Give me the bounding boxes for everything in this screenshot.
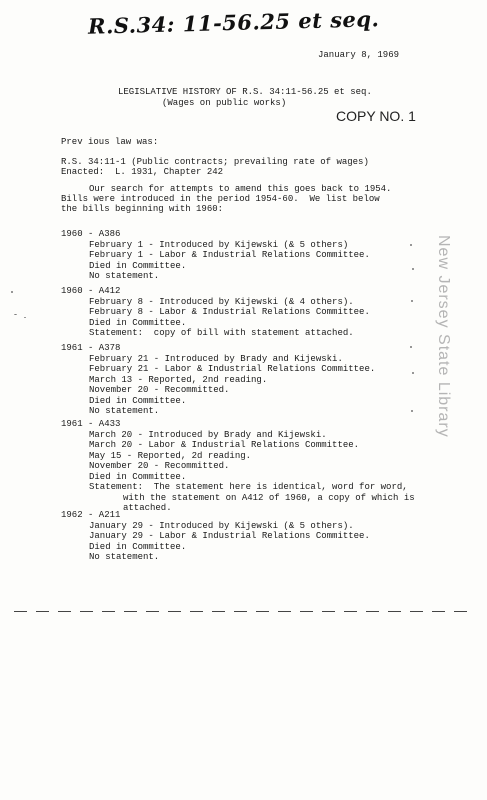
bill-line: February 21 - Introduced by Brady and Kijewski. bbox=[89, 353, 343, 364]
intro-line-3: the bills beginning with 1960: bbox=[61, 204, 224, 214]
scan-speck bbox=[410, 346, 412, 348]
bill-line: Statement: copy of bill with statement attached. bbox=[89, 328, 354, 338]
bill-line: Died in Committee. bbox=[89, 317, 187, 328]
title-line-1: LEGISLATIVE HISTORY OF R.S. 34:11-56.25 et seq. bbox=[118, 87, 372, 97]
bill-heading: 1961 - A378 bbox=[61, 343, 121, 353]
scan-speck bbox=[11, 291, 13, 293]
scan-speck bbox=[412, 268, 414, 270]
bill-line-continuation: with the statement on A412 of 1960, a copy of which is bbox=[123, 492, 415, 503]
scan-speck bbox=[411, 300, 413, 302]
bill-line: Died in Committee. bbox=[89, 471, 187, 482]
bill-line: March 13 - Reported, 2nd reading. bbox=[89, 374, 268, 385]
bill-line: February 21 - Labor & Industrial Relations Committee. bbox=[89, 364, 376, 374]
scan-speck bbox=[410, 244, 412, 246]
bill-line: February 1 - Labor & Industrial Relations Committee. bbox=[89, 250, 370, 260]
copy-number-stamp: COPY NO. 1 bbox=[336, 108, 416, 124]
scan-speck bbox=[411, 410, 413, 412]
bill-line: February 1 - Introduced by Kijewski (& 5 others) bbox=[89, 239, 349, 250]
bill-line: January 29 - Labor & Industrial Relations Committee. bbox=[89, 531, 370, 541]
handwritten-reference: R.S.34: 11-56.25 et seq. bbox=[87, 6, 380, 39]
bill-line: Statement: The statement here is identical, word for word, bbox=[89, 482, 408, 492]
bill-line: Died in Committee. bbox=[89, 541, 187, 552]
bill-entry bbox=[61, 229, 370, 282]
bill-line: November 20 - Recommitted. bbox=[89, 385, 230, 395]
bill-line: Died in Committee. bbox=[89, 395, 187, 406]
dashed-divider bbox=[14, 611, 470, 612]
bill-entry bbox=[61, 286, 370, 339]
bill-line: February 8 - Introduced by Kijewski (& 4 others). bbox=[89, 296, 354, 307]
bill-line: March 20 - Introduced by Brady and Kijewski. bbox=[89, 429, 327, 440]
bill-line: November 20 - Recommitted. bbox=[89, 461, 230, 471]
bill-heading: 1962 - A211 bbox=[61, 510, 121, 520]
bill-line: March 20 - Labor & Industrial Relations Committee. bbox=[89, 440, 360, 450]
previous-law-label: Prev ious law was: bbox=[61, 137, 159, 147]
bill-line: May 15 - Reported, 2d reading. bbox=[89, 450, 252, 461]
scan-speck bbox=[24, 317, 26, 318]
title-line-2: (Wages on public works) bbox=[162, 98, 287, 108]
bill-line: February 8 - Labor & Industrial Relations Committee. bbox=[89, 307, 370, 317]
library-margin-stamp: New Jersey State Library bbox=[435, 235, 452, 438]
bill-heading: 1960 - A386 bbox=[61, 229, 121, 239]
bill-heading: 1960 - A412 bbox=[61, 286, 121, 296]
document-date: January 8, 1969 bbox=[318, 50, 400, 60]
scan-speck bbox=[14, 314, 17, 315]
bill-line: No statement. bbox=[89, 552, 160, 562]
bill-entry bbox=[61, 419, 415, 514]
previous-law-enacted: Enacted: L. 1931, Chapter 242 bbox=[61, 167, 224, 177]
bill-heading: 1961 - A433 bbox=[61, 419, 121, 429]
scan-speck bbox=[412, 372, 414, 374]
bill-entry bbox=[61, 343, 375, 417]
intro-line-2: Bills were introduced in the period 1954-60. We list below bbox=[61, 194, 380, 204]
bill-line: January 29 - Introduced by Kijewski (& 5 others). bbox=[89, 520, 354, 531]
bill-entry bbox=[61, 510, 370, 563]
document-title bbox=[118, 87, 372, 109]
previous-law-citation: R.S. 34:11-1 (Public contracts; prevailing rate of wages) bbox=[61, 157, 369, 167]
bill-line: Died in Committee. bbox=[89, 260, 187, 271]
bill-line-continuation: attached. bbox=[123, 503, 172, 513]
intro-line-1: Our search for attempts to amend this goes back to 1954. bbox=[89, 184, 392, 194]
bill-line: No statement. bbox=[89, 406, 160, 416]
bill-line: No statement. bbox=[89, 271, 160, 281]
